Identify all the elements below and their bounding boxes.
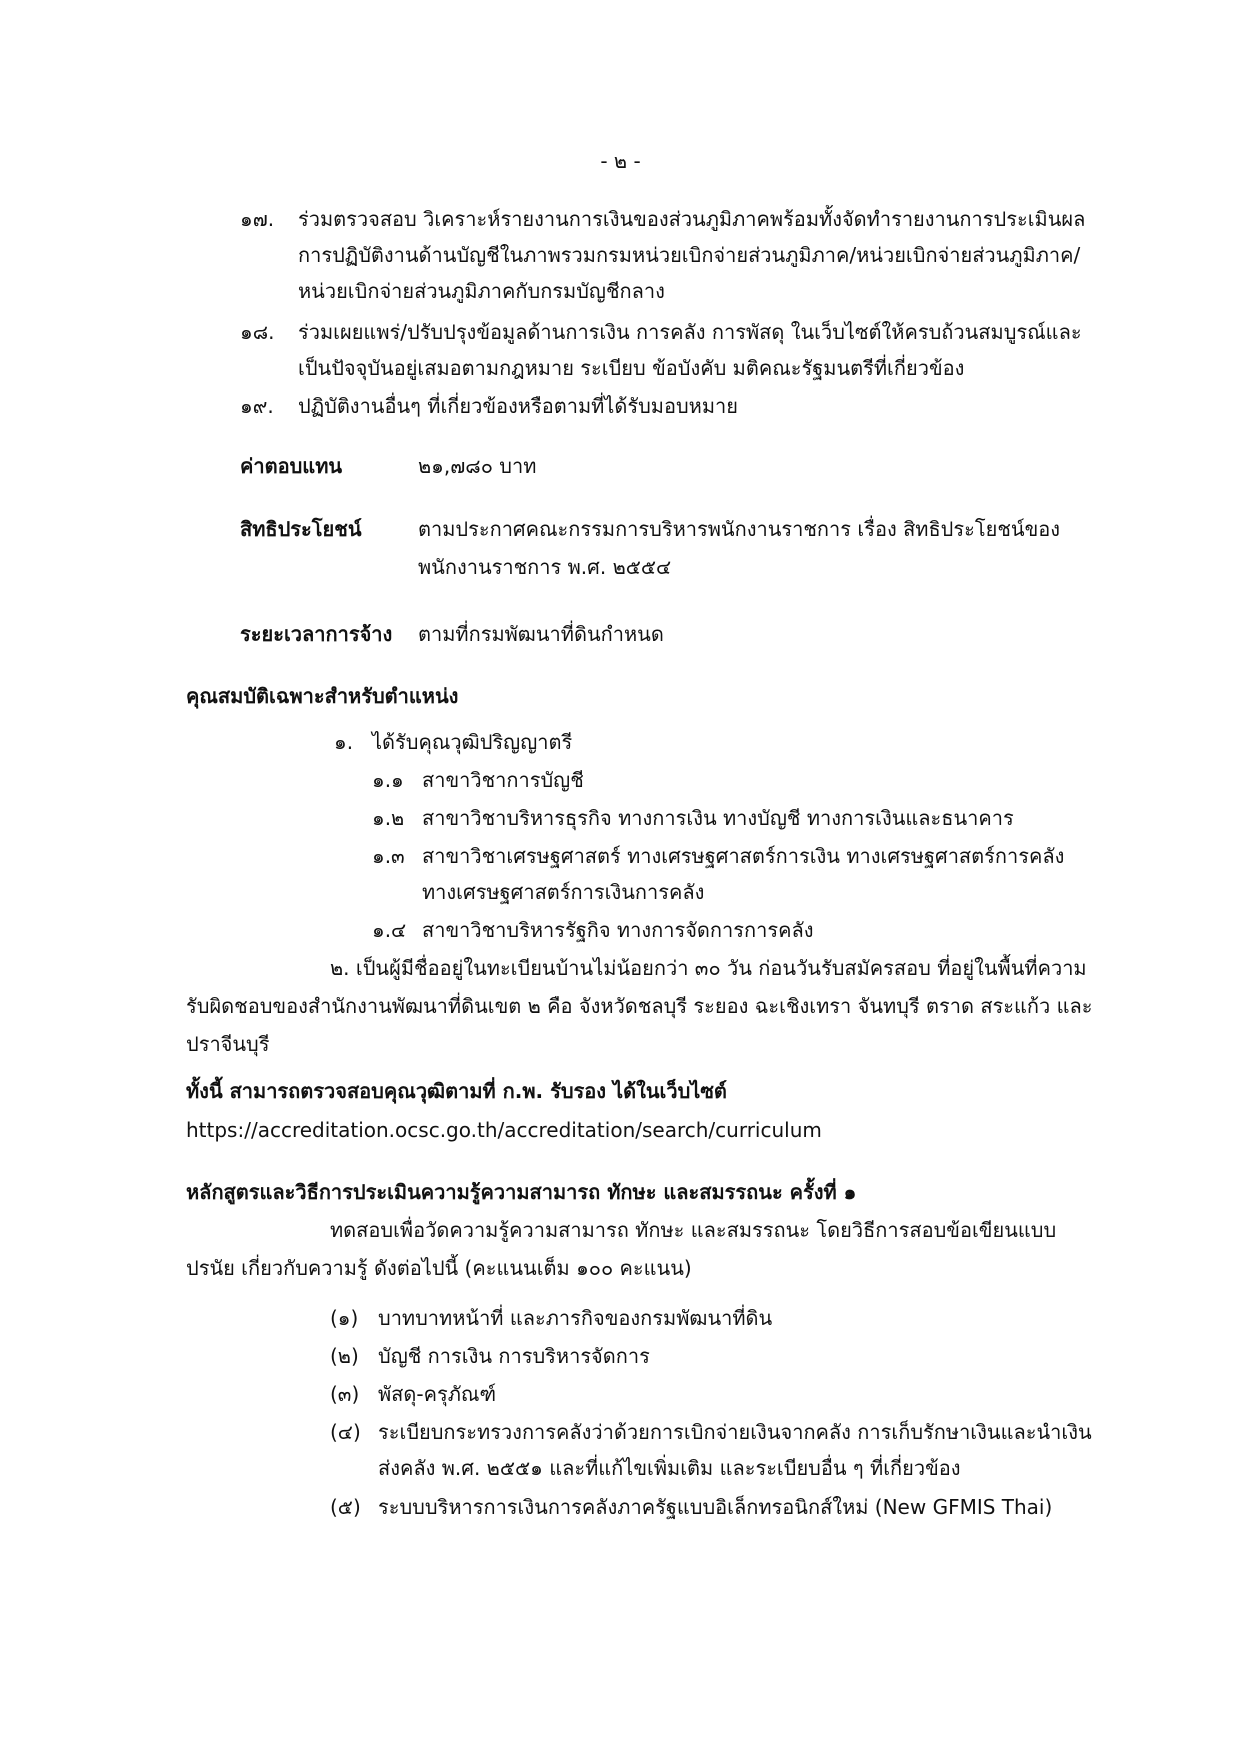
- verification-heading: ทั้งนี้ สามารถตรวจสอบคุณวุฒิตามที่ ก.พ. รับรอง ได้ในเว็บไซต์: [186, 1079, 727, 1103]
- assessment-intro-line: ปรนัย เกี่ยวกับความรู้ ดังต่อไปนี้ (คะแนนเต็ม ๑๐๐ คะแนน): [186, 1256, 692, 1280]
- subitem-text-line: สาขาวิชาบริหารรัฐกิจ ทางการจัดการการคลัง: [422, 918, 814, 942]
- topic-number: (๑): [330, 1306, 359, 1330]
- duty-text-line: การปฏิบัติงานด้านบัญชีในภาพรวมกรมหน่วยเบิกจ่ายส่วนภูมิภาค/หน่วยเบิกจ่ายส่วนภูมิภาค/: [298, 243, 1081, 267]
- duty-text-line: ร่วมเผยแพร่/ปรับปรุงข้อมูลด้านการเงิน การคลัง การพัสดุ ในเว็บไซต์ให้ครบถ้วนสมบูรณ์และ: [298, 320, 1082, 344]
- qualification-text: ได้รับคุณวุฒิปริญญาตรี: [372, 730, 573, 754]
- duty-number: ๑๘.: [240, 320, 275, 344]
- duty-text-line: ปฏิบัติงานอื่นๆ ที่เกี่ยวข้องหรือตามที่ได้รับมอบหมาย: [298, 394, 738, 418]
- page-number: - ๒ -: [600, 149, 641, 173]
- topic-number: (๓): [330, 1382, 360, 1406]
- subitem-number: ๑.๑: [372, 768, 404, 792]
- topic-text-line: ระเบียบกระทรวงการคลังว่าด้วยการเบิกจ่ายเงินจากคลัง การเก็บรักษาเงินและนำเงิน: [378, 1420, 1092, 1444]
- compensation-value: ๒๑,๗๘๐ บาท: [418, 454, 537, 478]
- topic-text-line: พัสดุ-ครุภัณฑ์: [378, 1382, 497, 1406]
- employment-period-value: ตามที่กรมพัฒนาที่ดินกำหนด: [418, 622, 664, 646]
- subitem-number: ๑.๒: [372, 806, 405, 830]
- subitem-number: ๑.๔: [372, 918, 407, 942]
- subitem-text-line: ทางเศรษฐศาสตร์การเงินการคลัง: [422, 880, 705, 904]
- qualifications-heading: คุณสมบัติเฉพาะสำหรับตำแหน่ง: [186, 684, 459, 708]
- topic-text-line: บาทบาทหน้าที่ และภารกิจของกรมพัฒนาที่ดิน: [378, 1306, 773, 1330]
- topic-number: (๕): [330, 1495, 361, 1519]
- qualification-text-line: ๒. เป็นผู้มีชื่ออยู่ในทะเบียนบ้านไม่น้อยกว่า ๓๐ วัน ก่อนวันรับสมัครสอบ ที่อยู่ในพื้นที่ความ: [330, 956, 1087, 980]
- subitem-text-line: สาขาวิชาการบัญชี: [422, 768, 584, 792]
- verification-url[interactable]: https://accreditation.ocsc.go.th/accreditation/search/curriculum: [186, 1118, 822, 1142]
- subitem-text-line: สาขาวิชาเศรษฐศาสตร์ ทางเศรษฐศาสตร์การเงิน ทางเศรษฐศาสตร์การคลัง: [422, 844, 1065, 868]
- qualification-text-line: รับผิดชอบของสำนักงานพัฒนาที่ดินเขต ๒ คือ จังหวัดชลบุรี ระยอง ฉะเชิงเทรา จันทบุรี ตราด สระแก้ว และ: [186, 994, 1093, 1018]
- subitem-number: ๑.๓: [372, 844, 405, 868]
- benefits-text-line: พนักงานราชการ พ.ศ. ๒๕๕๔: [418, 555, 672, 579]
- duty-text-line: ร่วมตรวจสอบ วิเคราะห์รายงานการเงินของส่วนภูมิภาคพร้อมทั้งจัดทำรายงานการประเมินผล: [298, 207, 1086, 231]
- benefits-label: สิทธิประโยชน์: [240, 517, 362, 541]
- topic-text-line: ส่งคลัง พ.ศ. ๒๕๕๑ และที่แก้ไขเพิ่มเติม และระเบียบอื่น ๆ ที่เกี่ยวข้อง: [378, 1456, 961, 1480]
- topic-number: (๔): [330, 1420, 361, 1444]
- qualification-number: ๑.: [334, 730, 354, 754]
- duty-number: ๑๗.: [240, 207, 275, 231]
- benefits-text-line: ตามประกาศคณะกรรมการบริหารพนักงานราชการ เรื่อง สิทธิประโยชน์ของ: [418, 517, 1061, 541]
- assessment-intro-line: ทดสอบเพื่อวัดความรู้ความสามารถ ทักษะ และสมรรถนะ โดยวิธีการสอบข้อเขียนแบบ: [330, 1218, 1057, 1242]
- topic-number: (๒): [330, 1344, 359, 1368]
- compensation-label: ค่าตอบแทน: [240, 454, 343, 478]
- employment-period-label: ระยะเวลาการจ้าง: [240, 622, 393, 646]
- topic-text-line: บัญชี การเงิน การบริหารจัดการ: [378, 1344, 650, 1368]
- qualification-text-line: ปราจีนบุรี: [186, 1032, 270, 1056]
- subitem-text-line: สาขาวิชาบริหารธุรกิจ ทางการเงิน ทางบัญชี ทางการเงินและธนาคาร: [422, 806, 1014, 830]
- topic-text-line: ระบบบริหารการเงินการคลังภาครัฐแบบอิเล็กทรอนิกส์ใหม่ (New GFMIS Thai): [378, 1495, 1053, 1519]
- duty-text-line: เป็นปัจจุบันอยู่เสมอตามกฎหมาย ระเบียบ ข้อบังคับ มติคณะรัฐมนตรีที่เกี่ยวข้อง: [298, 356, 965, 380]
- assessment-heading: หลักสูตรและวิธีการประเมินความรู้ความสามารถ ทักษะ และสมรรถนะ ครั้งที่ ๑: [186, 1180, 857, 1204]
- duty-number: ๑๙.: [240, 394, 274, 418]
- duty-text-line: หน่วยเบิกจ่ายส่วนภูมิภาคกับกรมบัญชีกลาง: [298, 279, 665, 303]
